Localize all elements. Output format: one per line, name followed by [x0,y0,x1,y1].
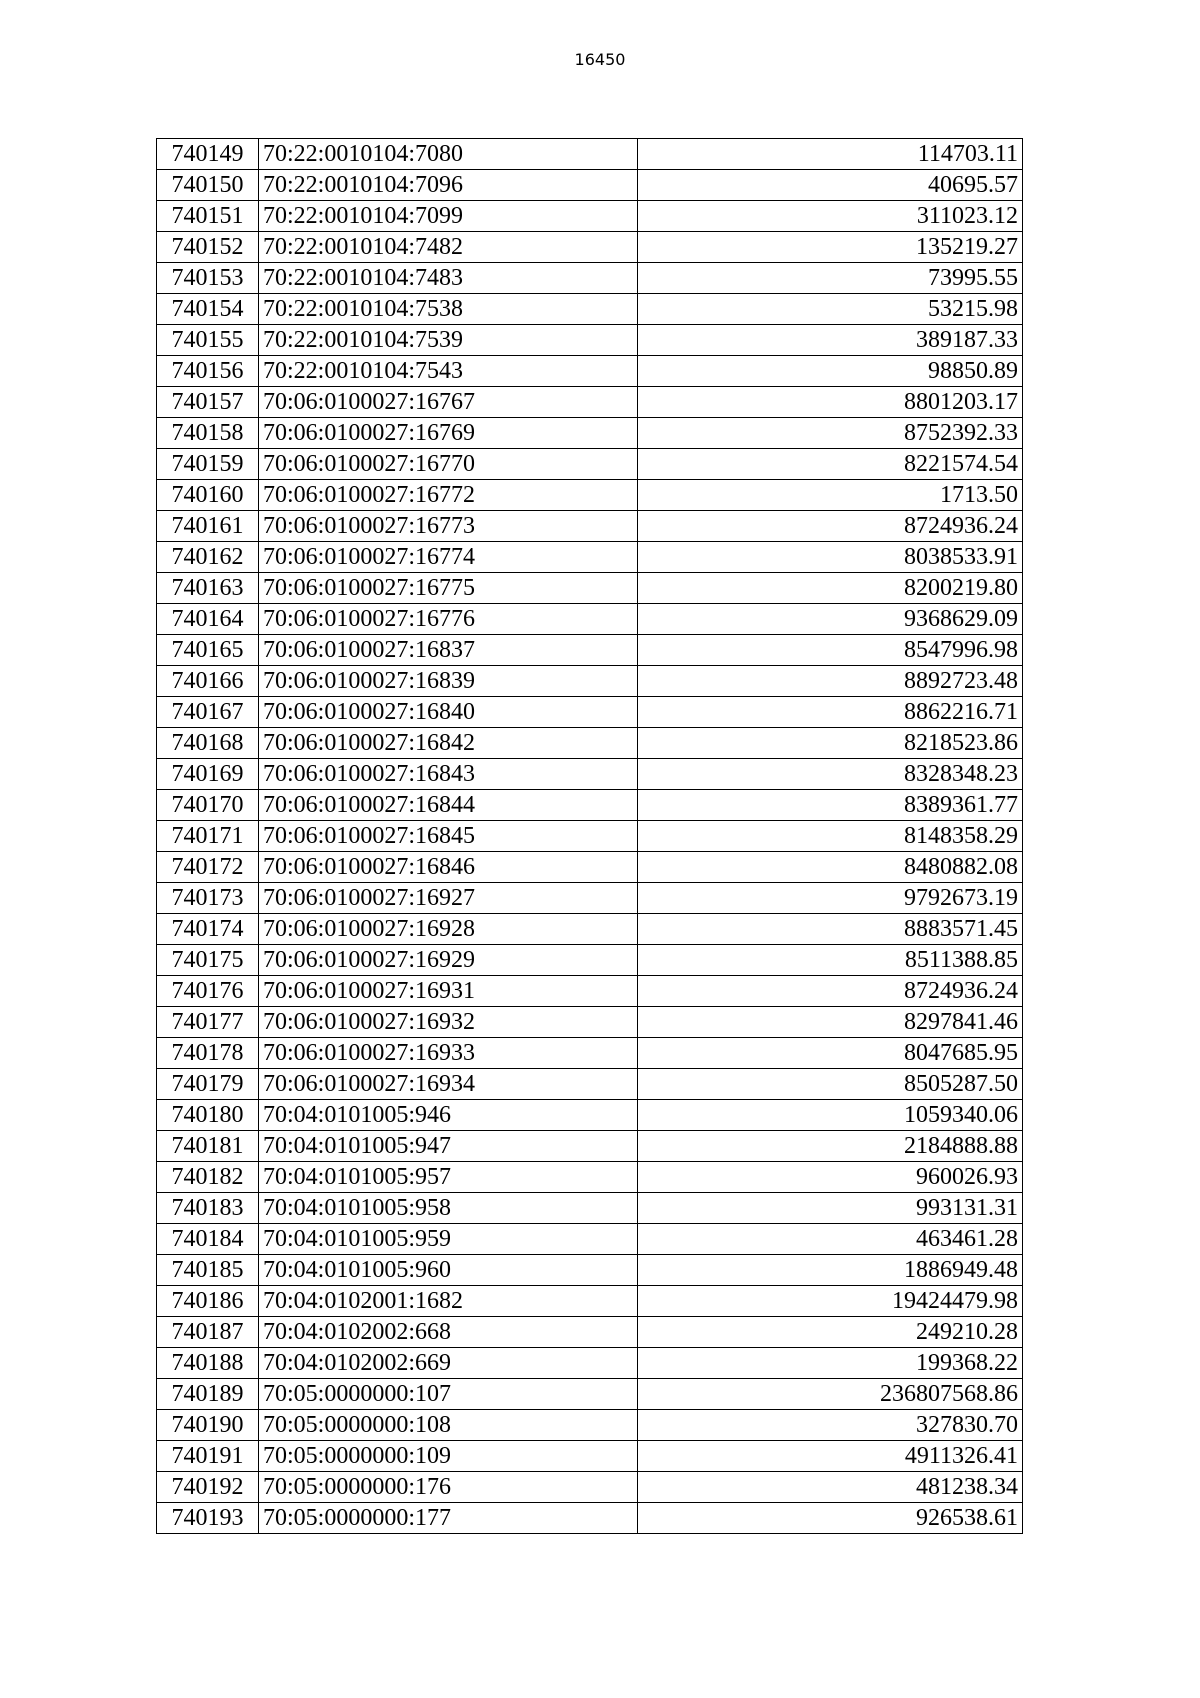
cadastral-number-cell: 70:06:0100027:16931 [259,976,638,1007]
row-number-cell: 740184 [157,1224,259,1255]
table-row [157,1162,1023,1193]
cadastral-value-cell: 8547996.98 [638,635,1023,666]
row-number-cell: 740151 [157,201,259,232]
table-row [157,1131,1023,1162]
cadastral-value-cell: 1059340.06 [638,1100,1023,1131]
cadastral-value-cell: 8892723.48 [638,666,1023,697]
cadastral-value-cell: 114703.11 [638,139,1023,170]
row-number-cell: 740192 [157,1472,259,1503]
table-row [157,759,1023,790]
cadastral-number-cell: 70:22:0010104:7482 [259,232,638,263]
table-row [157,697,1023,728]
row-number-cell: 740149 [157,139,259,170]
table-row [157,1224,1023,1255]
cadastral-number-cell: 70:06:0100027:16933 [259,1038,638,1069]
row-number-cell: 740166 [157,666,259,697]
cadastral-number-cell: 70:04:0101005:958 [259,1193,638,1224]
table-row [157,945,1023,976]
cadastral-number-cell: 70:22:0010104:7483 [259,263,638,294]
cadastral-value-cell: 4911326.41 [638,1441,1023,1472]
cadastral-number-cell: 70:06:0100027:16775 [259,573,638,604]
cadastral-number-cell: 70:05:0000000:177 [259,1503,638,1534]
table-row [157,1379,1023,1410]
cadastral-number-cell: 70:06:0100027:16839 [259,666,638,697]
table-row [157,1503,1023,1534]
cadastral-number-cell: 70:05:0000000:109 [259,1441,638,1472]
row-number-cell: 740159 [157,449,259,480]
row-number-cell: 740153 [157,263,259,294]
cadastral-number-cell: 70:04:0101005:946 [259,1100,638,1131]
row-number-cell: 740155 [157,325,259,356]
page-number: 16450 [574,50,626,69]
table-row [157,542,1023,573]
cadastral-number-cell: 70:06:0100027:16773 [259,511,638,542]
cadastral-number-cell: 70:22:0010104:7539 [259,325,638,356]
cadastral-number-cell: 70:05:0000000:176 [259,1472,638,1503]
table-row [157,449,1023,480]
cadastral-value-cell: 199368.22 [638,1348,1023,1379]
cadastral-number-cell: 70:06:0100027:16932 [259,1007,638,1038]
table-row [157,294,1023,325]
cadastral-number-cell: 70:06:0100027:16929 [259,945,638,976]
row-number-cell: 740163 [157,573,259,604]
row-number-cell: 740177 [157,1007,259,1038]
row-number-cell: 740190 [157,1410,259,1441]
cadastral-value-cell: 993131.31 [638,1193,1023,1224]
cadastral-value-cell: 481238.34 [638,1472,1023,1503]
cadastral-value-cell: 8724936.24 [638,511,1023,542]
row-number-cell: 740170 [157,790,259,821]
table-row [157,1348,1023,1379]
row-number-cell: 740189 [157,1379,259,1410]
cadastral-number-cell: 70:04:0101005:960 [259,1255,638,1286]
row-number-cell: 740178 [157,1038,259,1069]
table-row [157,232,1023,263]
cadastral-number-cell: 70:06:0100027:16840 [259,697,638,728]
table-body [157,139,1023,1534]
row-number-cell: 740172 [157,852,259,883]
cadastral-value-cell: 135219.27 [638,232,1023,263]
cadastral-number-cell: 70:06:0100027:16846 [259,852,638,883]
row-number-cell: 740183 [157,1193,259,1224]
row-number-cell: 740158 [157,418,259,449]
table-row [157,914,1023,945]
row-number-cell: 740157 [157,387,259,418]
row-number-cell: 740164 [157,604,259,635]
row-number-cell: 740187 [157,1317,259,1348]
cadastral-number-cell: 70:06:0100027:16769 [259,418,638,449]
cadastral-number-cell: 70:06:0100027:16843 [259,759,638,790]
cadastral-number-cell: 70:06:0100027:16767 [259,387,638,418]
table-row [157,480,1023,511]
table-row [157,852,1023,883]
row-number-cell: 740181 [157,1131,259,1162]
cadastral-value-cell: 311023.12 [638,201,1023,232]
cadastral-number-cell: 70:04:0102002:668 [259,1317,638,1348]
row-number-cell: 740171 [157,821,259,852]
table-row [157,976,1023,1007]
row-number-cell: 740167 [157,697,259,728]
cadastral-value-cell: 8752392.33 [638,418,1023,449]
table-row [157,201,1023,232]
table-row [157,1410,1023,1441]
cadastral-value-cell: 8221574.54 [638,449,1023,480]
cadastral-value-cell: 1886949.48 [638,1255,1023,1286]
cadastral-value-cell: 98850.89 [638,356,1023,387]
cadastral-value-cell: 9792673.19 [638,883,1023,914]
cadastral-value-cell: 40695.57 [638,170,1023,201]
row-number-cell: 740180 [157,1100,259,1131]
table-row [157,821,1023,852]
table-row [157,325,1023,356]
cadastral-value-cell: 8724936.24 [638,976,1023,1007]
cadastral-value-cell: 8297841.46 [638,1007,1023,1038]
cadastral-number-cell: 70:22:0010104:7080 [259,139,638,170]
cadastral-value-cell: 389187.33 [638,325,1023,356]
cadastral-value-cell: 8389361.77 [638,790,1023,821]
cadastral-number-cell: 70:22:0010104:7099 [259,201,638,232]
cadastral-value-cell: 1713.50 [638,480,1023,511]
cadastral-value-cell: 53215.98 [638,294,1023,325]
row-number-cell: 740173 [157,883,259,914]
row-number-cell: 740152 [157,232,259,263]
cadastral-number-cell: 70:05:0000000:108 [259,1410,638,1441]
row-number-cell: 740182 [157,1162,259,1193]
cadastral-number-cell: 70:06:0100027:16842 [259,728,638,759]
table-row [157,263,1023,294]
row-number-cell: 740191 [157,1441,259,1472]
cadastral-value-cell: 2184888.88 [638,1131,1023,1162]
cadastral-number-cell: 70:22:0010104:7096 [259,170,638,201]
cadastral-number-cell: 70:06:0100027:16774 [259,542,638,573]
table-row [157,1441,1023,1472]
table-row [157,666,1023,697]
cadastral-value-cell: 463461.28 [638,1224,1023,1255]
row-number-cell: 740186 [157,1286,259,1317]
table-row [157,573,1023,604]
cadastral-value-cell: 249210.28 [638,1317,1023,1348]
cadastral-number-cell: 70:04:0102001:1682 [259,1286,638,1317]
row-number-cell: 740175 [157,945,259,976]
cadastral-number-cell: 70:05:0000000:107 [259,1379,638,1410]
cadastral-value-cell: 73995.55 [638,263,1023,294]
cadastral-value-cell: 926538.61 [638,1503,1023,1534]
row-number-cell: 740156 [157,356,259,387]
table-row [157,728,1023,759]
cadastral-value-cell: 960026.93 [638,1162,1023,1193]
row-number-cell: 740174 [157,914,259,945]
cadastral-number-cell: 70:06:0100027:16844 [259,790,638,821]
cadastral-value-cell: 8505287.50 [638,1069,1023,1100]
row-number-cell: 740165 [157,635,259,666]
cadastral-value-cell: 8883571.45 [638,914,1023,945]
cadastral-value-cell: 8801203.17 [638,387,1023,418]
table-row [157,790,1023,821]
row-number-cell: 740161 [157,511,259,542]
cadastral-value-table [156,138,1023,1534]
table-row [157,1317,1023,1348]
cadastral-value-cell: 8328348.23 [638,759,1023,790]
row-number-cell: 740185 [157,1255,259,1286]
cadastral-value-cell: 8200219.80 [638,573,1023,604]
row-number-cell: 740179 [157,1069,259,1100]
table-row [157,356,1023,387]
cadastral-value-cell: 8047685.95 [638,1038,1023,1069]
cadastral-value-cell: 8218523.86 [638,728,1023,759]
table-row [157,1193,1023,1224]
cadastral-value-cell: 8148358.29 [638,821,1023,852]
row-number-cell: 740193 [157,1503,259,1534]
cadastral-value-cell: 327830.70 [638,1410,1023,1441]
table-row [157,1255,1023,1286]
table-row [157,1038,1023,1069]
row-number-cell: 740188 [157,1348,259,1379]
table-row [157,1286,1023,1317]
table-row [157,1069,1023,1100]
cadastral-number-cell: 70:06:0100027:16934 [259,1069,638,1100]
row-number-cell: 740169 [157,759,259,790]
cadastral-number-cell: 70:06:0100027:16928 [259,914,638,945]
table-row [157,1100,1023,1131]
cadastral-number-cell: 70:06:0100027:16845 [259,821,638,852]
row-number-cell: 740150 [157,170,259,201]
row-number-cell: 740168 [157,728,259,759]
cadastral-number-cell: 70:06:0100027:16837 [259,635,638,666]
cadastral-value-cell: 8038533.91 [638,542,1023,573]
cadastral-number-cell: 70:06:0100027:16770 [259,449,638,480]
cadastral-number-cell: 70:04:0101005:947 [259,1131,638,1162]
cadastral-value-cell: 9368629.09 [638,604,1023,635]
cadastral-number-cell: 70:06:0100027:16927 [259,883,638,914]
row-number-cell: 740176 [157,976,259,1007]
table-row [157,1472,1023,1503]
cadastral-number-cell: 70:04:0102002:669 [259,1348,638,1379]
row-number-cell: 740154 [157,294,259,325]
table-row [157,511,1023,542]
table-row [157,604,1023,635]
table-row [157,418,1023,449]
cadastral-number-cell: 70:22:0010104:7543 [259,356,638,387]
table-row [157,139,1023,170]
table-row [157,883,1023,914]
cadastral-value-cell: 8862216.71 [638,697,1023,728]
row-number-cell: 740160 [157,480,259,511]
cadastral-number-cell: 70:04:0101005:959 [259,1224,638,1255]
table-row [157,1007,1023,1038]
table-row [157,387,1023,418]
table-row [157,170,1023,201]
cadastral-number-cell: 70:22:0010104:7538 [259,294,638,325]
cadastral-number-cell: 70:06:0100027:16772 [259,480,638,511]
table-row [157,635,1023,666]
cadastral-value-cell: 19424479.98 [638,1286,1023,1317]
cadastral-number-cell: 70:04:0101005:957 [259,1162,638,1193]
cadastral-value-cell: 236807568.86 [638,1379,1023,1410]
row-number-cell: 740162 [157,542,259,573]
cadastral-value-cell: 8480882.08 [638,852,1023,883]
cadastral-value-cell: 8511388.85 [638,945,1023,976]
cadastral-number-cell: 70:06:0100027:16776 [259,604,638,635]
